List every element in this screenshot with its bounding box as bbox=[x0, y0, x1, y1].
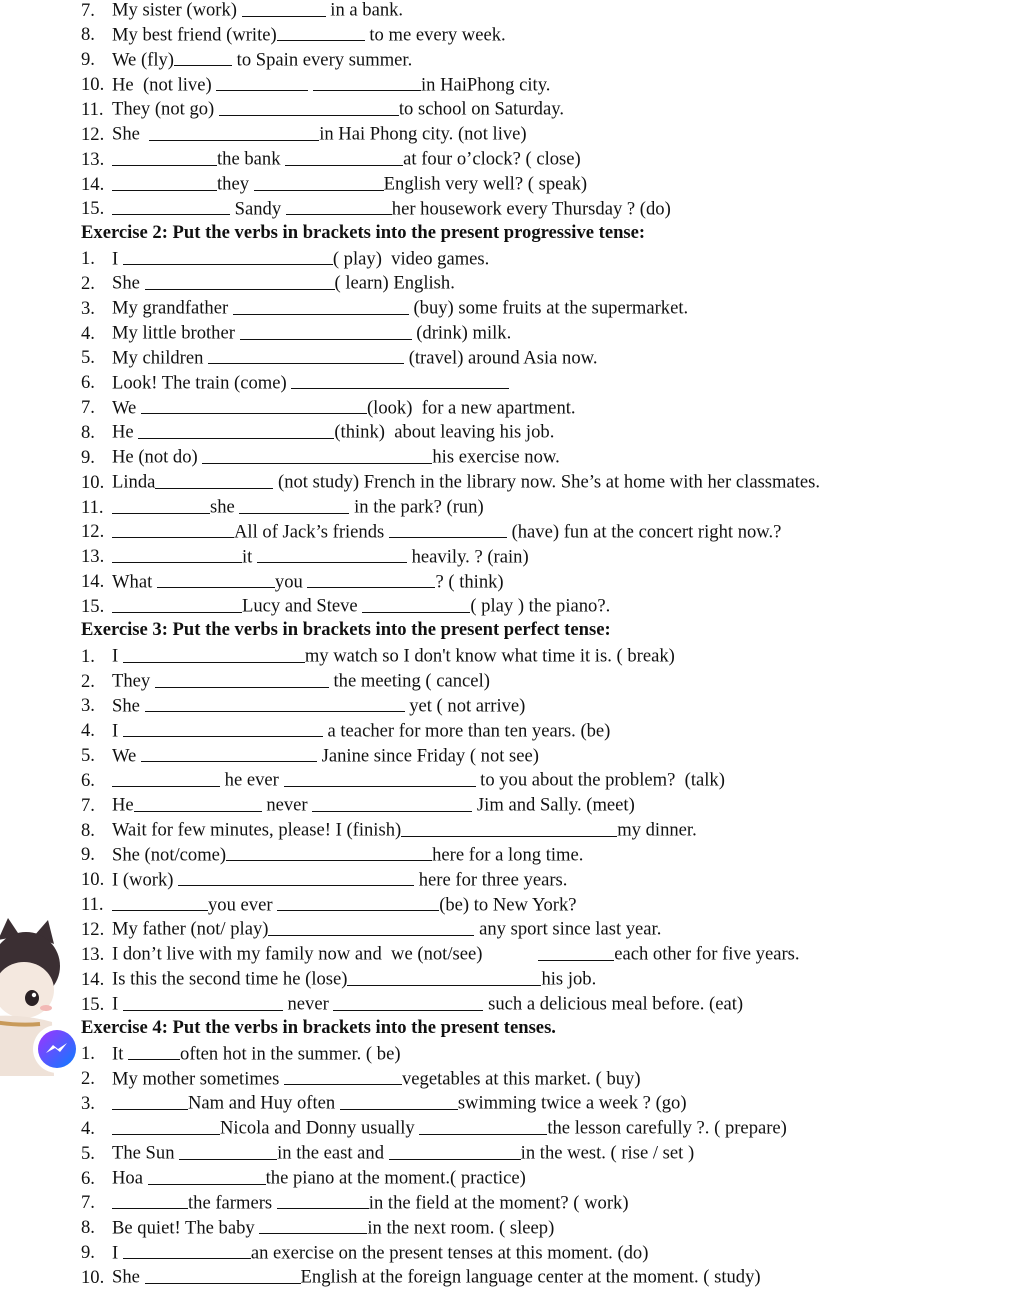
exercise-item bbox=[81, 693, 1024, 718]
exercise-item bbox=[81, 121, 1024, 146]
item-text: Jim and Sally. (meet) bbox=[472, 794, 635, 816]
answer-blank[interactable] bbox=[233, 295, 409, 315]
item-number: 1. bbox=[81, 1043, 95, 1065]
item-text: my dinner. bbox=[617, 819, 697, 841]
item-number: 9. bbox=[81, 844, 95, 866]
answer-blank[interactable] bbox=[112, 593, 242, 613]
item-number: 7. bbox=[81, 397, 95, 419]
item-text: Sandy bbox=[230, 198, 286, 220]
answer-blank[interactable] bbox=[141, 395, 367, 415]
item-text: in a bank. bbox=[325, 0, 404, 21]
answer-blank[interactable] bbox=[155, 469, 273, 489]
item-text: here for a long time. bbox=[432, 844, 584, 866]
exercise-heading: Exercise 4: Put the verbs in brackets into the present tenses. bbox=[81, 1016, 556, 1038]
item-number: 10. bbox=[81, 869, 105, 891]
exercise-heading: Exercise 2: Put the verbs in brackets into the present progressive tense: bbox=[81, 221, 646, 243]
item-number: 14. bbox=[81, 173, 105, 195]
answer-blank[interactable] bbox=[112, 1090, 188, 1110]
answer-blank[interactable] bbox=[178, 867, 414, 887]
item-text: to you about the problem? (talk) bbox=[475, 769, 725, 791]
item-text: I bbox=[112, 248, 123, 270]
item-text: he ever bbox=[220, 769, 284, 791]
answer-blank[interactable] bbox=[112, 494, 210, 514]
exercise-item bbox=[81, 1041, 1024, 1066]
answer-blank[interactable] bbox=[291, 370, 509, 390]
item-text: vegetables at this market. ( buy) bbox=[401, 1068, 641, 1090]
answer-blank[interactable] bbox=[268, 916, 474, 936]
exercise-item bbox=[81, 270, 1024, 295]
item-number: 1. bbox=[81, 645, 95, 667]
item-text: an exercise on the present tenses at this moment. (do) bbox=[250, 1242, 649, 1264]
item-text: They (not go) bbox=[112, 98, 219, 120]
answer-blank[interactable] bbox=[179, 1140, 277, 1160]
answer-blank[interactable] bbox=[155, 668, 329, 688]
item-number: 8. bbox=[81, 422, 95, 444]
item-text: Hoa bbox=[112, 1167, 148, 1189]
answer-blank[interactable] bbox=[123, 246, 333, 266]
answer-blank[interactable] bbox=[112, 519, 234, 539]
item-text: ? ( think) bbox=[435, 571, 504, 593]
item-text: We bbox=[112, 397, 141, 419]
item-text: ( play ) the piano?. bbox=[470, 595, 611, 617]
answer-blank[interactable] bbox=[389, 519, 507, 539]
answer-blank[interactable] bbox=[112, 892, 208, 912]
item-text: each other for five years. bbox=[614, 943, 800, 965]
answer-blank[interactable] bbox=[112, 767, 220, 787]
exercise-item bbox=[81, 1240, 1024, 1265]
item-text: My grandfather bbox=[112, 297, 233, 319]
exercise-item bbox=[81, 171, 1024, 196]
item-text: yet ( not arrive) bbox=[404, 695, 526, 717]
exercise-item bbox=[81, 544, 1024, 569]
item-text: in the next room. ( sleep) bbox=[367, 1217, 555, 1239]
exercise-item bbox=[81, 1190, 1024, 1215]
item-number: 10. bbox=[81, 471, 105, 493]
answer-blank[interactable] bbox=[123, 1240, 251, 1260]
answer-blank[interactable] bbox=[145, 1264, 301, 1284]
answer-blank[interactable] bbox=[148, 1165, 266, 1185]
item-text: to me every week. bbox=[364, 24, 506, 46]
item-text: you bbox=[274, 571, 308, 593]
item-text: you ever bbox=[208, 894, 278, 916]
item-text: in the field at the moment? ( work) bbox=[368, 1192, 629, 1214]
exercise-item bbox=[81, 295, 1024, 320]
item-number: 9. bbox=[81, 49, 95, 71]
item-text: such a delicious meal before. (eat) bbox=[483, 993, 744, 1015]
answer-blank[interactable] bbox=[333, 991, 483, 1011]
answer-blank[interactable] bbox=[216, 72, 308, 92]
item-text: in the east and bbox=[277, 1142, 389, 1164]
item-number: 5. bbox=[81, 745, 95, 767]
exercise-item bbox=[81, 1140, 1024, 1165]
item-number: 10. bbox=[81, 1266, 105, 1288]
item-text: never bbox=[282, 993, 334, 1015]
item-text: She bbox=[112, 123, 150, 145]
item-text: She bbox=[112, 695, 145, 717]
exercise-item bbox=[81, 246, 1024, 271]
item-number: 2. bbox=[81, 272, 95, 294]
item-number: 7. bbox=[81, 794, 95, 816]
item-text: any sport since last year. bbox=[474, 919, 662, 941]
exercise-item bbox=[81, 892, 1024, 917]
answer-blank[interactable] bbox=[284, 1066, 402, 1086]
item-number: 1. bbox=[81, 248, 95, 270]
answer-blank[interactable] bbox=[254, 171, 384, 191]
item-text: I bbox=[112, 993, 123, 1015]
item-text: it bbox=[242, 546, 257, 568]
item-text: She bbox=[112, 1266, 145, 1288]
item-text: in Hai Phong city. (not live) bbox=[319, 123, 527, 145]
item-number: 14. bbox=[81, 571, 105, 593]
item-text: ( learn) English. bbox=[334, 272, 455, 294]
item-number: 5. bbox=[81, 1142, 95, 1164]
item-number: 8. bbox=[81, 819, 95, 841]
item-text: at four o’clock? ( close) bbox=[403, 148, 581, 170]
answer-blank[interactable] bbox=[219, 96, 399, 116]
answer-blank[interactable] bbox=[123, 718, 323, 738]
item-number: 8. bbox=[81, 1217, 95, 1239]
item-text: (drink) milk. bbox=[411, 322, 512, 344]
answer-blank[interactable] bbox=[112, 196, 230, 216]
item-text: (travel) around Asia now. bbox=[404, 347, 598, 369]
item-number: 15. bbox=[81, 198, 105, 220]
item-number: 11. bbox=[81, 894, 104, 916]
item-text: My father (not/ play) bbox=[112, 919, 269, 941]
item-number: 4. bbox=[81, 720, 95, 742]
answer-blank[interactable] bbox=[145, 693, 405, 713]
item-text: What bbox=[112, 571, 157, 593]
item-text: swimming twice a week ? (go) bbox=[457, 1092, 687, 1114]
answer-blank[interactable] bbox=[226, 842, 432, 862]
item-text: English very well? ( speak) bbox=[383, 173, 588, 195]
item-text: Is this the second time he (lose) bbox=[112, 968, 348, 990]
item-text: My mother sometimes bbox=[112, 1068, 284, 1090]
item-text: (have) fun at the concert right now.? bbox=[506, 521, 782, 543]
item-text: All of Jack’s friends bbox=[234, 521, 389, 543]
item-text: heavily. ? (rain) bbox=[406, 546, 529, 568]
item-number: 5. bbox=[81, 347, 95, 369]
answer-blank[interactable] bbox=[286, 196, 392, 216]
item-text: to Spain every summer. bbox=[232, 49, 413, 71]
exercise-item bbox=[81, 941, 1024, 966]
exercise-item bbox=[81, 22, 1024, 47]
item-number: 10. bbox=[81, 74, 105, 96]
answer-blank[interactable] bbox=[134, 792, 262, 812]
exercise-item bbox=[81, 718, 1024, 743]
item-text: her housework every Thursday ? (do) bbox=[391, 198, 671, 220]
item-text: the lesson carefully ?. ( prepare) bbox=[547, 1117, 787, 1139]
item-text: Lucy and Steve bbox=[242, 595, 363, 617]
item-text: (be) to New York? bbox=[439, 894, 577, 916]
answer-blank[interactable] bbox=[202, 444, 432, 464]
item-number: 3. bbox=[81, 695, 95, 717]
answer-blank[interactable] bbox=[277, 22, 365, 42]
item-text: his exercise now. bbox=[432, 446, 560, 468]
exercise-item bbox=[81, 0, 1024, 22]
item-number: 11. bbox=[81, 98, 104, 120]
exercise-item bbox=[81, 146, 1024, 171]
item-text: his job. bbox=[541, 968, 597, 990]
answer-blank[interactable] bbox=[240, 320, 412, 340]
item-number: 6. bbox=[81, 372, 95, 394]
exercise-item bbox=[81, 1066, 1024, 1091]
answer-blank[interactable] bbox=[419, 1115, 547, 1135]
answer-blank[interactable] bbox=[257, 544, 407, 564]
item-text: We (fly) bbox=[112, 49, 174, 71]
item-text: He bbox=[112, 422, 139, 444]
item-text: here for three years. bbox=[414, 869, 568, 891]
exercise-item bbox=[81, 1165, 1024, 1190]
item-number: 15. bbox=[81, 595, 105, 617]
exercise-item bbox=[81, 743, 1024, 768]
item-number: 6. bbox=[81, 1167, 95, 1189]
item-text: the bank bbox=[217, 148, 286, 170]
exercise-item bbox=[81, 842, 1024, 867]
exercise-item bbox=[81, 966, 1024, 991]
item-number: 9. bbox=[81, 1242, 95, 1264]
item-text: My sister (work) bbox=[112, 0, 242, 21]
exercise-item bbox=[81, 1115, 1024, 1140]
exercise-item bbox=[81, 419, 1024, 444]
exercise-item bbox=[81, 867, 1024, 892]
item-number: 2. bbox=[81, 1068, 95, 1090]
exercise-item bbox=[81, 519, 1024, 544]
item-number: 6. bbox=[81, 769, 95, 791]
answer-blank[interactable] bbox=[123, 643, 305, 663]
item-text: (not study) French in the library now. She’s at home with her classmates. bbox=[273, 471, 821, 493]
item-text: in HaiPhong city. bbox=[420, 74, 551, 96]
answer-blank[interactable] bbox=[123, 991, 283, 1011]
item-text: I bbox=[112, 1242, 123, 1264]
item-text: she bbox=[210, 496, 240, 518]
answer-blank[interactable] bbox=[312, 792, 472, 812]
answer-blank[interactable] bbox=[259, 1215, 367, 1235]
answer-blank[interactable] bbox=[285, 146, 403, 166]
answer-blank[interactable] bbox=[208, 345, 404, 365]
item-text: (think) about leaving his job. bbox=[334, 422, 555, 444]
answer-blank[interactable] bbox=[239, 494, 349, 514]
item-text: I bbox=[112, 645, 123, 667]
exercise-item bbox=[81, 668, 1024, 693]
item-text: the piano at the moment.( practice) bbox=[265, 1167, 526, 1189]
item-text: to school on Saturday. bbox=[398, 98, 564, 120]
item-number: 9. bbox=[81, 446, 95, 468]
exercise-item bbox=[81, 370, 1024, 395]
item-number: 13. bbox=[81, 546, 105, 568]
item-text: My children bbox=[112, 347, 209, 369]
messenger-icon[interactable] bbox=[32, 1024, 82, 1074]
item-number: 4. bbox=[81, 1117, 95, 1139]
item-text: He (not live) bbox=[112, 74, 217, 96]
item-number: 13. bbox=[81, 148, 105, 170]
item-text: My little brother bbox=[112, 322, 240, 344]
exercise-item bbox=[81, 1090, 1024, 1115]
item-text: I don’t live with my family now and we (not/see) bbox=[112, 943, 539, 965]
item-text: Be quiet! The baby bbox=[112, 1217, 260, 1239]
exercise-item bbox=[81, 469, 1024, 494]
answer-blank[interactable] bbox=[538, 941, 614, 961]
item-text: He (not do) bbox=[112, 446, 203, 468]
answer-blank[interactable] bbox=[112, 1115, 220, 1135]
item-number: 13. bbox=[81, 943, 105, 965]
item-text: English at the foreign language center at the moment. ( study) bbox=[300, 1266, 761, 1288]
answer-blank[interactable] bbox=[141, 743, 317, 763]
messenger-bubble[interactable] bbox=[32, 1024, 82, 1074]
exercise-item bbox=[81, 817, 1024, 842]
item-text: It bbox=[112, 1043, 129, 1065]
item-text: The Sun bbox=[112, 1142, 180, 1164]
answer-blank[interactable] bbox=[138, 419, 334, 439]
answer-blank[interactable] bbox=[112, 1190, 188, 1210]
exercise-item bbox=[81, 196, 1024, 221]
answer-blank[interactable] bbox=[112, 544, 242, 564]
answer-blank[interactable] bbox=[389, 1140, 521, 1160]
item-number: 7. bbox=[81, 0, 95, 21]
exercise-heading: Exercise 3: Put the verbs in brackets into the present perfect tense: bbox=[81, 619, 611, 641]
item-number: 3. bbox=[81, 1092, 95, 1114]
exercise-item bbox=[81, 96, 1024, 121]
item-text: they bbox=[217, 173, 254, 195]
answer-blank[interactable] bbox=[174, 47, 232, 67]
item-number: 12. bbox=[81, 123, 105, 145]
answer-blank[interactable] bbox=[313, 72, 421, 92]
exercise-item bbox=[81, 395, 1024, 420]
exercise-item bbox=[81, 494, 1024, 519]
item-number: 4. bbox=[81, 322, 95, 344]
item-number: 15. bbox=[81, 993, 105, 1015]
item-text: He bbox=[112, 794, 134, 816]
answer-blank[interactable] bbox=[128, 1041, 180, 1061]
item-text: a teacher for more than ten years. (be) bbox=[322, 720, 611, 742]
item-text: They bbox=[112, 670, 155, 692]
item-text: my watch so I don't know what time it is. ( break) bbox=[304, 645, 675, 667]
item-text: Janine since Friday ( not see) bbox=[316, 745, 539, 767]
item-text: ( play) video games. bbox=[332, 248, 490, 270]
item-text: (buy) some fruits at the supermarket. bbox=[408, 297, 689, 319]
exercise-item bbox=[81, 444, 1024, 469]
item-number: 7. bbox=[81, 1192, 95, 1214]
answer-blank[interactable] bbox=[277, 1190, 369, 1210]
item-number: 11. bbox=[81, 496, 104, 518]
answer-blank[interactable] bbox=[307, 569, 435, 589]
exercise-item bbox=[81, 991, 1024, 1016]
answer-blank[interactable] bbox=[112, 171, 217, 191]
item-text: Linda bbox=[112, 471, 156, 493]
item-text: I bbox=[112, 720, 123, 742]
exercise-item bbox=[81, 792, 1024, 817]
exercise-item bbox=[81, 1215, 1024, 1240]
exercise-item bbox=[81, 47, 1024, 72]
answer-blank[interactable] bbox=[401, 817, 617, 837]
item-text: Nicola and Donny usually bbox=[220, 1117, 420, 1139]
answer-blank[interactable] bbox=[112, 146, 217, 166]
item-number: 12. bbox=[81, 919, 105, 941]
item-text: I (work) bbox=[112, 869, 179, 891]
answer-blank[interactable] bbox=[340, 1090, 458, 1110]
item-text: the meeting ( cancel) bbox=[328, 670, 490, 692]
item-text: She (not/come) bbox=[112, 844, 227, 866]
item-text: Wait for few minutes, please! I (finish) bbox=[112, 819, 402, 841]
exercise-item bbox=[81, 593, 1024, 618]
item-text: Look! The train (come) bbox=[112, 372, 292, 394]
item-text: We bbox=[112, 745, 141, 767]
item-text: in the park? (run) bbox=[349, 496, 484, 518]
answer-blank[interactable] bbox=[145, 270, 335, 290]
item-text: in the west. ( rise / set ) bbox=[520, 1142, 695, 1164]
item-text: never bbox=[261, 794, 313, 816]
answer-blank[interactable] bbox=[149, 121, 319, 141]
item-number: 14. bbox=[81, 968, 105, 990]
item-text: the farmers bbox=[188, 1192, 277, 1214]
item-text: Nam and Huy often bbox=[188, 1092, 340, 1114]
answer-blank[interactable] bbox=[157, 569, 275, 589]
exercise-item bbox=[81, 916, 1024, 941]
exercise-item bbox=[81, 320, 1024, 345]
answer-blank[interactable] bbox=[242, 0, 326, 17]
exercise-item bbox=[81, 345, 1024, 370]
item-number: 2. bbox=[81, 670, 95, 692]
exercise-item bbox=[81, 767, 1024, 792]
item-number: 8. bbox=[81, 24, 95, 46]
exercise-item bbox=[81, 643, 1024, 668]
item-number: 3. bbox=[81, 297, 95, 319]
answer-blank[interactable] bbox=[284, 767, 476, 787]
answer-blank[interactable] bbox=[347, 966, 541, 986]
item-number: 12. bbox=[81, 521, 105, 543]
exercise-item bbox=[81, 569, 1024, 594]
item-text: She bbox=[112, 272, 145, 294]
exercise-item bbox=[81, 72, 1024, 97]
item-text: My best friend (write) bbox=[112, 24, 277, 46]
answer-blank[interactable] bbox=[277, 892, 439, 912]
item-text: often hot in the summer. ( be) bbox=[180, 1043, 401, 1065]
answer-blank[interactable] bbox=[362, 593, 470, 613]
item-text: (look) for a new apartment. bbox=[366, 397, 576, 419]
exercise-item bbox=[81, 1264, 1024, 1289]
